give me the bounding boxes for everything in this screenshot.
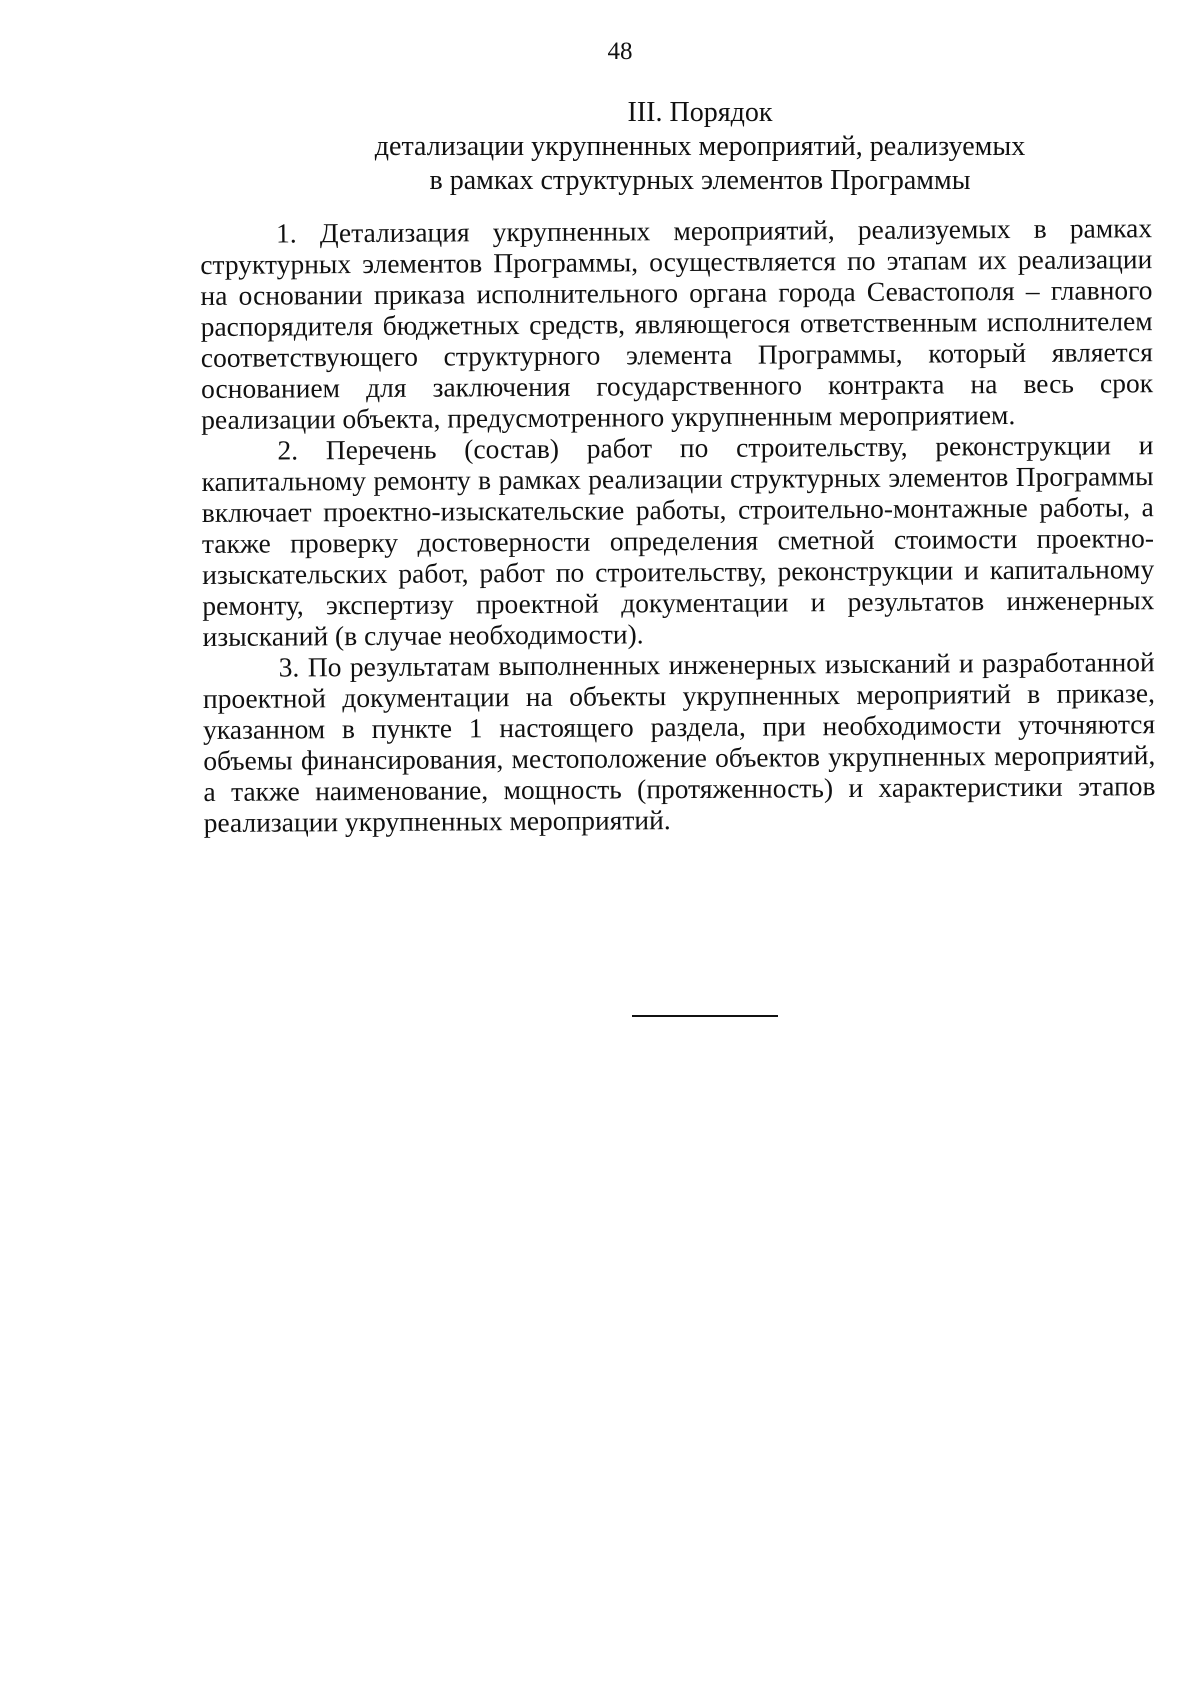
section-heading-number: III. Порядок [627,97,773,128]
page-number: 48 [607,38,633,65]
section-heading-title-line-2: в рамках структурных элементов Программы [429,165,971,196]
paragraph-1: 1. Детализация укрупненных мероприятий, реализуемых в рамках структурных элементов Программы, осуществляется по этапам их реализации на основании приказа исполнительного органа города Севастополя – главного распорядителя бюджетных средств, являющегося ответственным исполнителем соответствующего структурного элемента Программы, который является основанием для заключения государственного контракта на весь срок реализации объекта, предусмотренного укрупненным мероприятием. [200,212,1154,435]
paragraph-3: 3. По результатам выполненных инженерных изысканий и разработанной проектной документации на объекты укрупненных мероприятий в приказе, указанном в пункте 1 настоящего раздела, при необходимости уточняются объемы финансирования, местоположение объектов укрупненных мероприятий, а также наименование, мощность (протяженность) и характеристики этапов реализации укрупненных мероприятий. [202,646,1156,838]
document-body [200,212,1156,838]
section-heading-title-line-1: детализации укрупненных мероприятий, реализуемых [374,131,1026,162]
end-of-document-rule [632,1015,778,1017]
section-heading [300,96,1100,198]
paragraph-2: 2. Перечень (состав) работ по строительству, реконструкции и капитальному ремонту в рамках реализации структурных элементов Программы включает проектно-изыскательские работы, строительно-монтажные работы, а также проверку достоверности определения сметной стоимости проектно-изыскательских работ, работ по строительству, реконструкции и капитальному ремонту, экспертизу проектной документации и результатов инженерных изысканий (в случае необходимости). [201,429,1155,652]
